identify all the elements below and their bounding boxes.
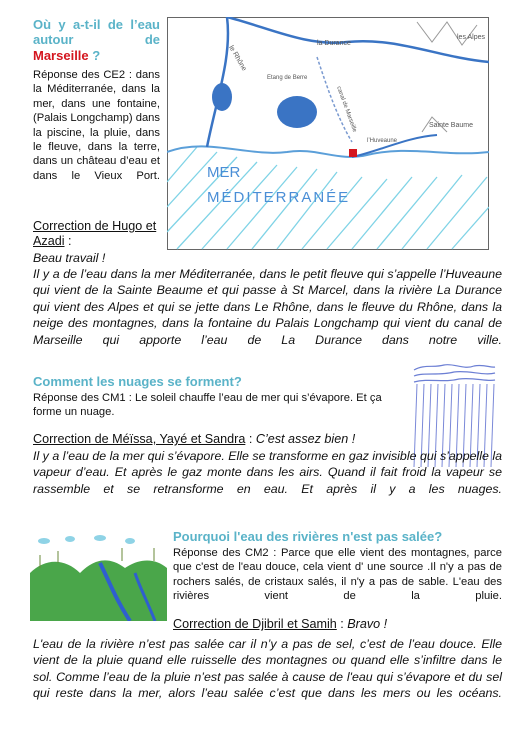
city-name: Marseille xyxy=(33,48,89,63)
correction-text-2: Il y a l’eau de la mer qui s’évapore. Elle se transforme en gaz invisible qui s’appelle la vapeur d’eau. Et après le gaz monte dans les airs. Quand il fait froid la vapeur se rassemble et se retransforme en eau. Et après il y a les nuages. xyxy=(33,449,502,496)
map-label-durance: la Durance xyxy=(317,40,351,47)
correction-text-3: L'eau de la rivière n’est pas salée car il n’y a pas de sel, c’est de l’eau douce. Elle vient de la pluie quand elle ruisselle des montagnes ou quand elle s’infiltre dans le sol. Comme l’eau de la pluie n’est pas salée à cause de l'eau qui s’évapore et du sel qui reste dans la mer, alors l’eau salée c’est que dans les mers ou les océans. xyxy=(33,637,502,701)
question-text: Où y a-t-il de l’eau autour de xyxy=(33,17,160,47)
correction-heading-2 xyxy=(33,432,413,447)
cm2-answer: Réponse des CM2 : Parce que elle vient des montagnes, parce que c'est de l'eau douce, cela vient d' une source .Il n'y a pas de rochers salés, de cristaux salés, il n'y a pas de sable. L'eau des rivières vient de la pluie. xyxy=(173,547,502,603)
praise-3: Bravo ! xyxy=(347,617,388,631)
praise-1: Beau travail ! xyxy=(33,251,106,265)
ce2-answer: Réponse des CE2 : dans la Méditerranée, dans la mer, dans une fontaine, (Palais Longchamp) dans la piscine, la pluie, dans le fleuve, dans la terre, dans un château d’eau et dans le Vieux Port. xyxy=(33,69,160,182)
map-label-huveaune: l’Huveaune xyxy=(367,138,398,144)
page-bottom-cutoff xyxy=(0,700,518,734)
marseille-marker xyxy=(349,149,357,157)
etang-de-berre xyxy=(277,96,317,128)
map-label-rhone: le Rhône xyxy=(227,44,248,73)
praise-2: C’est assez bien ! xyxy=(255,432,356,446)
map-drawing xyxy=(167,17,489,250)
mountain-river-drawing xyxy=(30,533,167,621)
correction-authors: Correction de Hugo et Azadi xyxy=(33,219,157,248)
map-label-sainte-baume: Sainte Baume xyxy=(429,122,473,129)
map-label-mer: MER xyxy=(207,164,241,181)
correction-colon: : xyxy=(336,617,348,631)
question-heading-1 xyxy=(33,17,160,63)
correction-heading-3 xyxy=(173,617,503,632)
question-mark: ? xyxy=(88,48,101,63)
map-label-mediterranee: MÉDITERRANÉE xyxy=(207,189,351,206)
correction-authors: Correction de Djibril et Samih xyxy=(173,617,337,631)
correction-colon: : xyxy=(245,432,256,446)
map-label-etang: Etang de Berre xyxy=(267,75,308,81)
question-heading-2: Comment les nuages se forment? xyxy=(33,374,242,389)
correction-authors: Correction de Méïssa, Yayé et Sandra xyxy=(33,432,246,446)
question-heading-3: Pourquoi l'eau des rivières n'est pas salée? xyxy=(173,529,443,544)
green-hills xyxy=(30,560,167,621)
correction-colon: : xyxy=(64,234,72,248)
map-label-alpes: les Alpes xyxy=(457,34,486,41)
cm1-answer: Réponse des CM1 : Le soleil chauffe l’eau de mer qui s’évapore. Et ça forme un nuage. xyxy=(33,392,382,419)
map-label-canal: canal de Marseille xyxy=(335,85,358,134)
lake-west xyxy=(212,83,232,111)
correction-heading-1 xyxy=(33,219,163,249)
correction-text-1: Il y a de l’eau dans la mer Méditerranée, dans le petit fleuve qui s’appelle l’Huveaune qui vient de la Sainte Beaume et qui passe à St Marcel, dans la rivière La Durance qui vient des Alpes et qui se jette dans Le Rhône, dans le fleuve du Rhône, dans la neige des montagnes, dans la fontaine du Palais Longchamp qui vient du canal de Marseille qui apporte l’eau de La Durance dans notre ville. xyxy=(33,267,502,347)
